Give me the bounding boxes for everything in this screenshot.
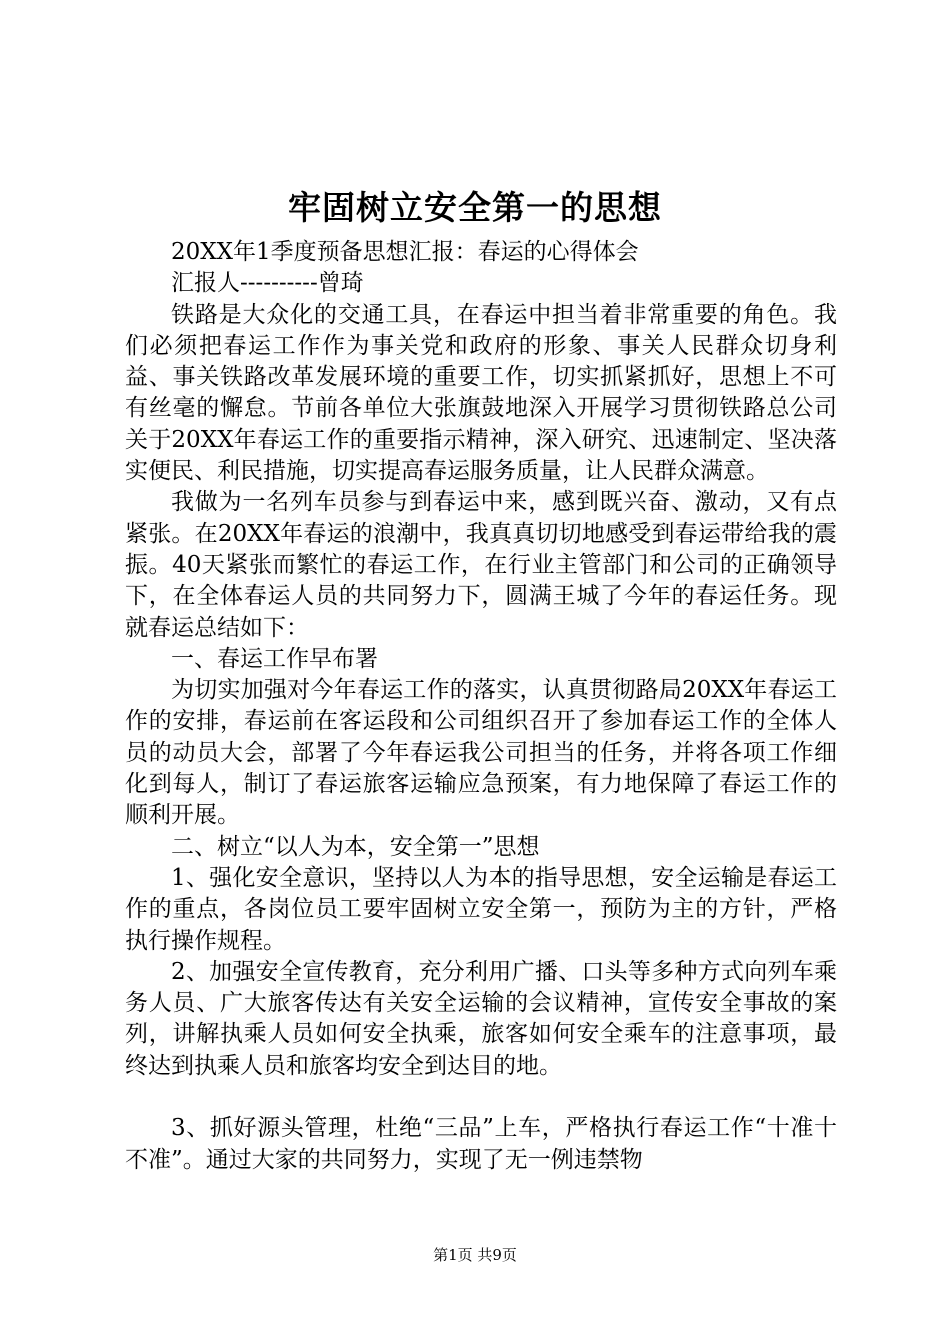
reporter-line: 汇报人----------曾琦 [171,270,364,297]
blank-line [125,1082,837,1113]
section-heading: 一、春运工作早布署 [171,645,378,672]
section-heading: 二、树立“以人为本，安全第一”思想 [171,833,540,860]
report-subtitle: 20XX年1季度预备思想汇报：春运的心得体会 [171,239,639,265]
body-paragraph: 我做为一名列车员参与到春运中来，感到既兴奋、激动，又有点紧张。在20XX年春运的浪潮中，我真真切切地感受到春运带给我的震振。40天紧张而繁忙的春运工作，在行业主管部门和公司的正确领导下，在全体春运人员的共同努力下，圆满王城了今年的春运任务。现就春运总结如下： [125,489,837,641]
body-paragraph: 1、强化安全意识，坚持以人为本的指导思想，安全运输是春运工作的重点，各岗位员工要牢固树立安全第一，预防为主的方针，严格执行操作规程。 [125,864,837,954]
body-paragraph: 铁路是大众化的交通工具，在春运中担当着非常重要的角色。我们必须把春运工作作为事关党和政府的形象、事关人民群众切身利益、事关铁路改革发展环境的重要工作，切实抓紧抓好，思想上不可有丝毫的懈怠。节前各单位大张旗鼓地深入开展学习贯彻铁路总公司关于20XX年春运工作的重要指示精神，深入研究、迅速制定、坚决落实便民、利民措施，切实提高春运服务质量，让人民群众满意。 [125,301,837,485]
body-paragraph: 为切实加强对今年春运工作的落实，认真贯彻路局20XX年春运工作的安排，春运前在客运段和公司组织召开了参加春运工作的全体人员的动员大会，部署了今年春运我公司担当的任务，并将各项工作细化到每人，制订了春运旅客运输应急预案，有力地保障了春运工作的顺利开展。 [125,677,837,829]
body-paragraph: 2、加强安全宣传教育，充分利用广播、口头等多种方式向列车乘务人员、广大旅客传达有关安全运输的会议精神，宣传安全事故的案列，讲解执乘人员如何安全执乘，旅客如何安全乘车的注意事项，最终达到执乘人员和旅客均安全到达目的地。 [125,958,837,1079]
page-number: 第1页 共9页 [433,1246,517,1264]
document-body [125,237,837,1176]
body-paragraph: 3、抓好源头管理，杜绝“三品”上车，严格执行春运工作“十准十不准”。通过大家的共同努力，实现了无一例违禁物 [125,1115,837,1173]
document-title: 牢固树立安全第一的思想 [288,188,662,227]
